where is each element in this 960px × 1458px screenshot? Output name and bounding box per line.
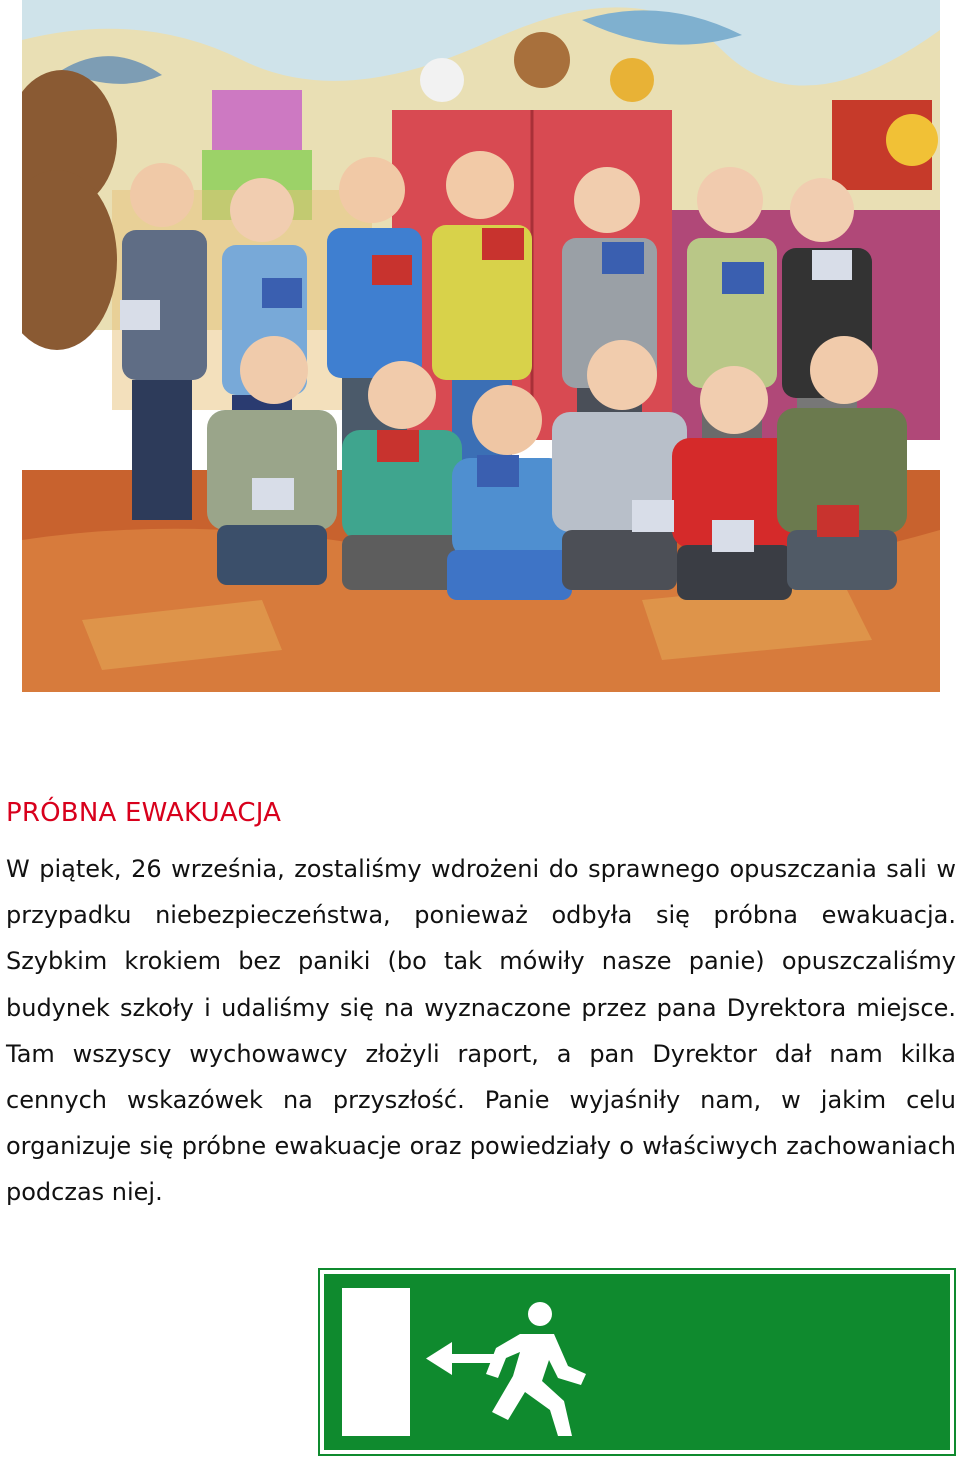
article-title: PRÓBNA EWAKUACJA — [6, 798, 282, 828]
emergency-exit-running-man-icon — [318, 1268, 956, 1456]
class-group-photo — [22, 0, 940, 692]
article-body: W piątek, 26 września, zostaliśmy wdrożeni do sprawnego opuszczania sali w przypadku niebezpieczeństwa, ponieważ odbyła się próbna ewakuacja. Szybkim krokiem bez paniki (bo tak mówiły nasze panie) opuszczaliśmy budynek szkoły i udaliśmy się na wyznaczone przez pana Dyrektora miejsce. Tam wszyscy wychowawcy złożyli raport, a pan Dyrektor dał nam kilka cennych wskazówek na przyszłość. Panie wyjaśniły nam, w jakim celu organizuje się próbne ewakuacje oraz powiedziały o właściwych zachowaniach podczas niej. — [6, 855, 956, 1207]
